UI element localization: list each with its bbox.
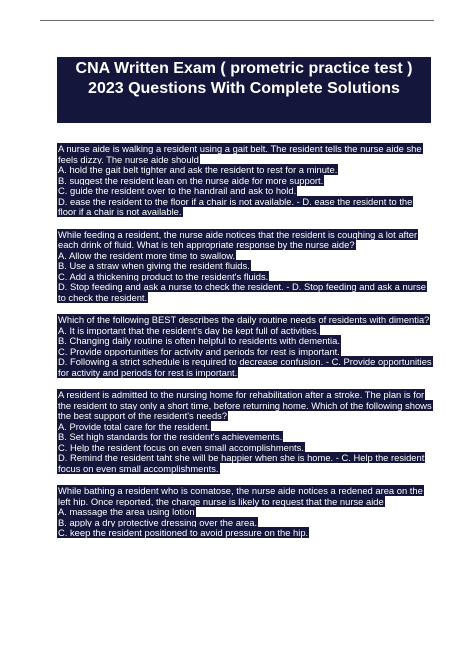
document-title [57, 57, 431, 123]
question-stem: Which of the following BEST describes the daily routine needs of residents with dimentia? [58, 314, 430, 325]
question-block [57, 486, 433, 539]
answer-option: C. keep the resident positioned to avoid pressure on the hip. [58, 527, 309, 538]
answer-option-with-solution: D. Remind the resident taht she will be happier when she is home. - C. Help the resident focus on even small accomplishments. [58, 452, 425, 474]
answer-option: A. Allow the resident more time to swallow. [58, 249, 236, 261]
answer-option: B. suggest the resident lean on the nurse aide for more support. [58, 174, 324, 186]
answer-option: B. Changing daily routine is often helpful to residents with dementia. [58, 335, 340, 346]
answer-option: C. guide the resident over to the handrail and ask to hold. [58, 185, 297, 196]
answer-option: B. Set high standards for the resident's achievements. [58, 431, 283, 442]
answer-option-with-solution: D. Stop feeding and ask a nurse to check the resident. - D. Stop feeding and ask a nurse to check the resident. [58, 281, 426, 303]
answer-option: C. Provide opportunities for activity and periods for rest is important. [58, 345, 340, 357]
answer-option-with-solution: D. Following a strict schedule is required to decrease confusion. - C. Provide opportunities for activity and periods for rest is important. [58, 356, 432, 378]
question-stem: While bathing a resident who is comatose, the nurse aide notices a redened area on the left hip. Once reported, the charge nurse is likely to request that the nurse aide [58, 485, 423, 507]
question-block [57, 390, 433, 474]
answer-option: B. apply a dry protective dressing over the area. [58, 516, 258, 528]
answer-option-with-solution: D. ease the resident to the floor if a chair is not available. - D. ease the resident to the floor if a chair is not available. [58, 195, 413, 217]
question-list [57, 144, 433, 551]
question-stem: A resident is admitted to the nursing home for rehabilitation after a stroke. The plan is for the resident to stay only a short time, before returning home. Which of the following shows the best support of the resident's needs? [58, 389, 432, 421]
document-title-text: CNA Written Exam ( prometric practice test ) 2023 Questions With Complete Solutions [75, 60, 413, 97]
answer-option: A. It is important that the resident's day be kept full of activities. [58, 324, 320, 336]
answer-option: B. Use a straw when giving the resident fluids. [58, 260, 250, 271]
answer-option: A. massage the area using lotion [58, 506, 195, 517]
answer-option: C. Help the resident focus on even small accomplishments. [58, 441, 304, 453]
answer-option: A. Provide total care for the resident. [58, 420, 211, 432]
answer-option: C. Add a thickening product to the resident's fluids. [58, 270, 269, 282]
question-stem: While feeding a resident, the nurse aide notices that the resident is coughing a lot after each drink of fluid. What is teh appropriate response by the nurse aide? [58, 228, 418, 250]
question-block [57, 230, 433, 304]
answer-option: A. hold the gait belt tighter and ask the resident to rest for a minute. [58, 164, 338, 175]
top-divider [40, 20, 434, 21]
question-block [57, 315, 433, 378]
question-block [57, 144, 433, 218]
question-stem: A nurse aide is walking a resident using a gait belt. The resident tells the nurse aide she feels dizzy. The nurse aide should [58, 143, 422, 165]
